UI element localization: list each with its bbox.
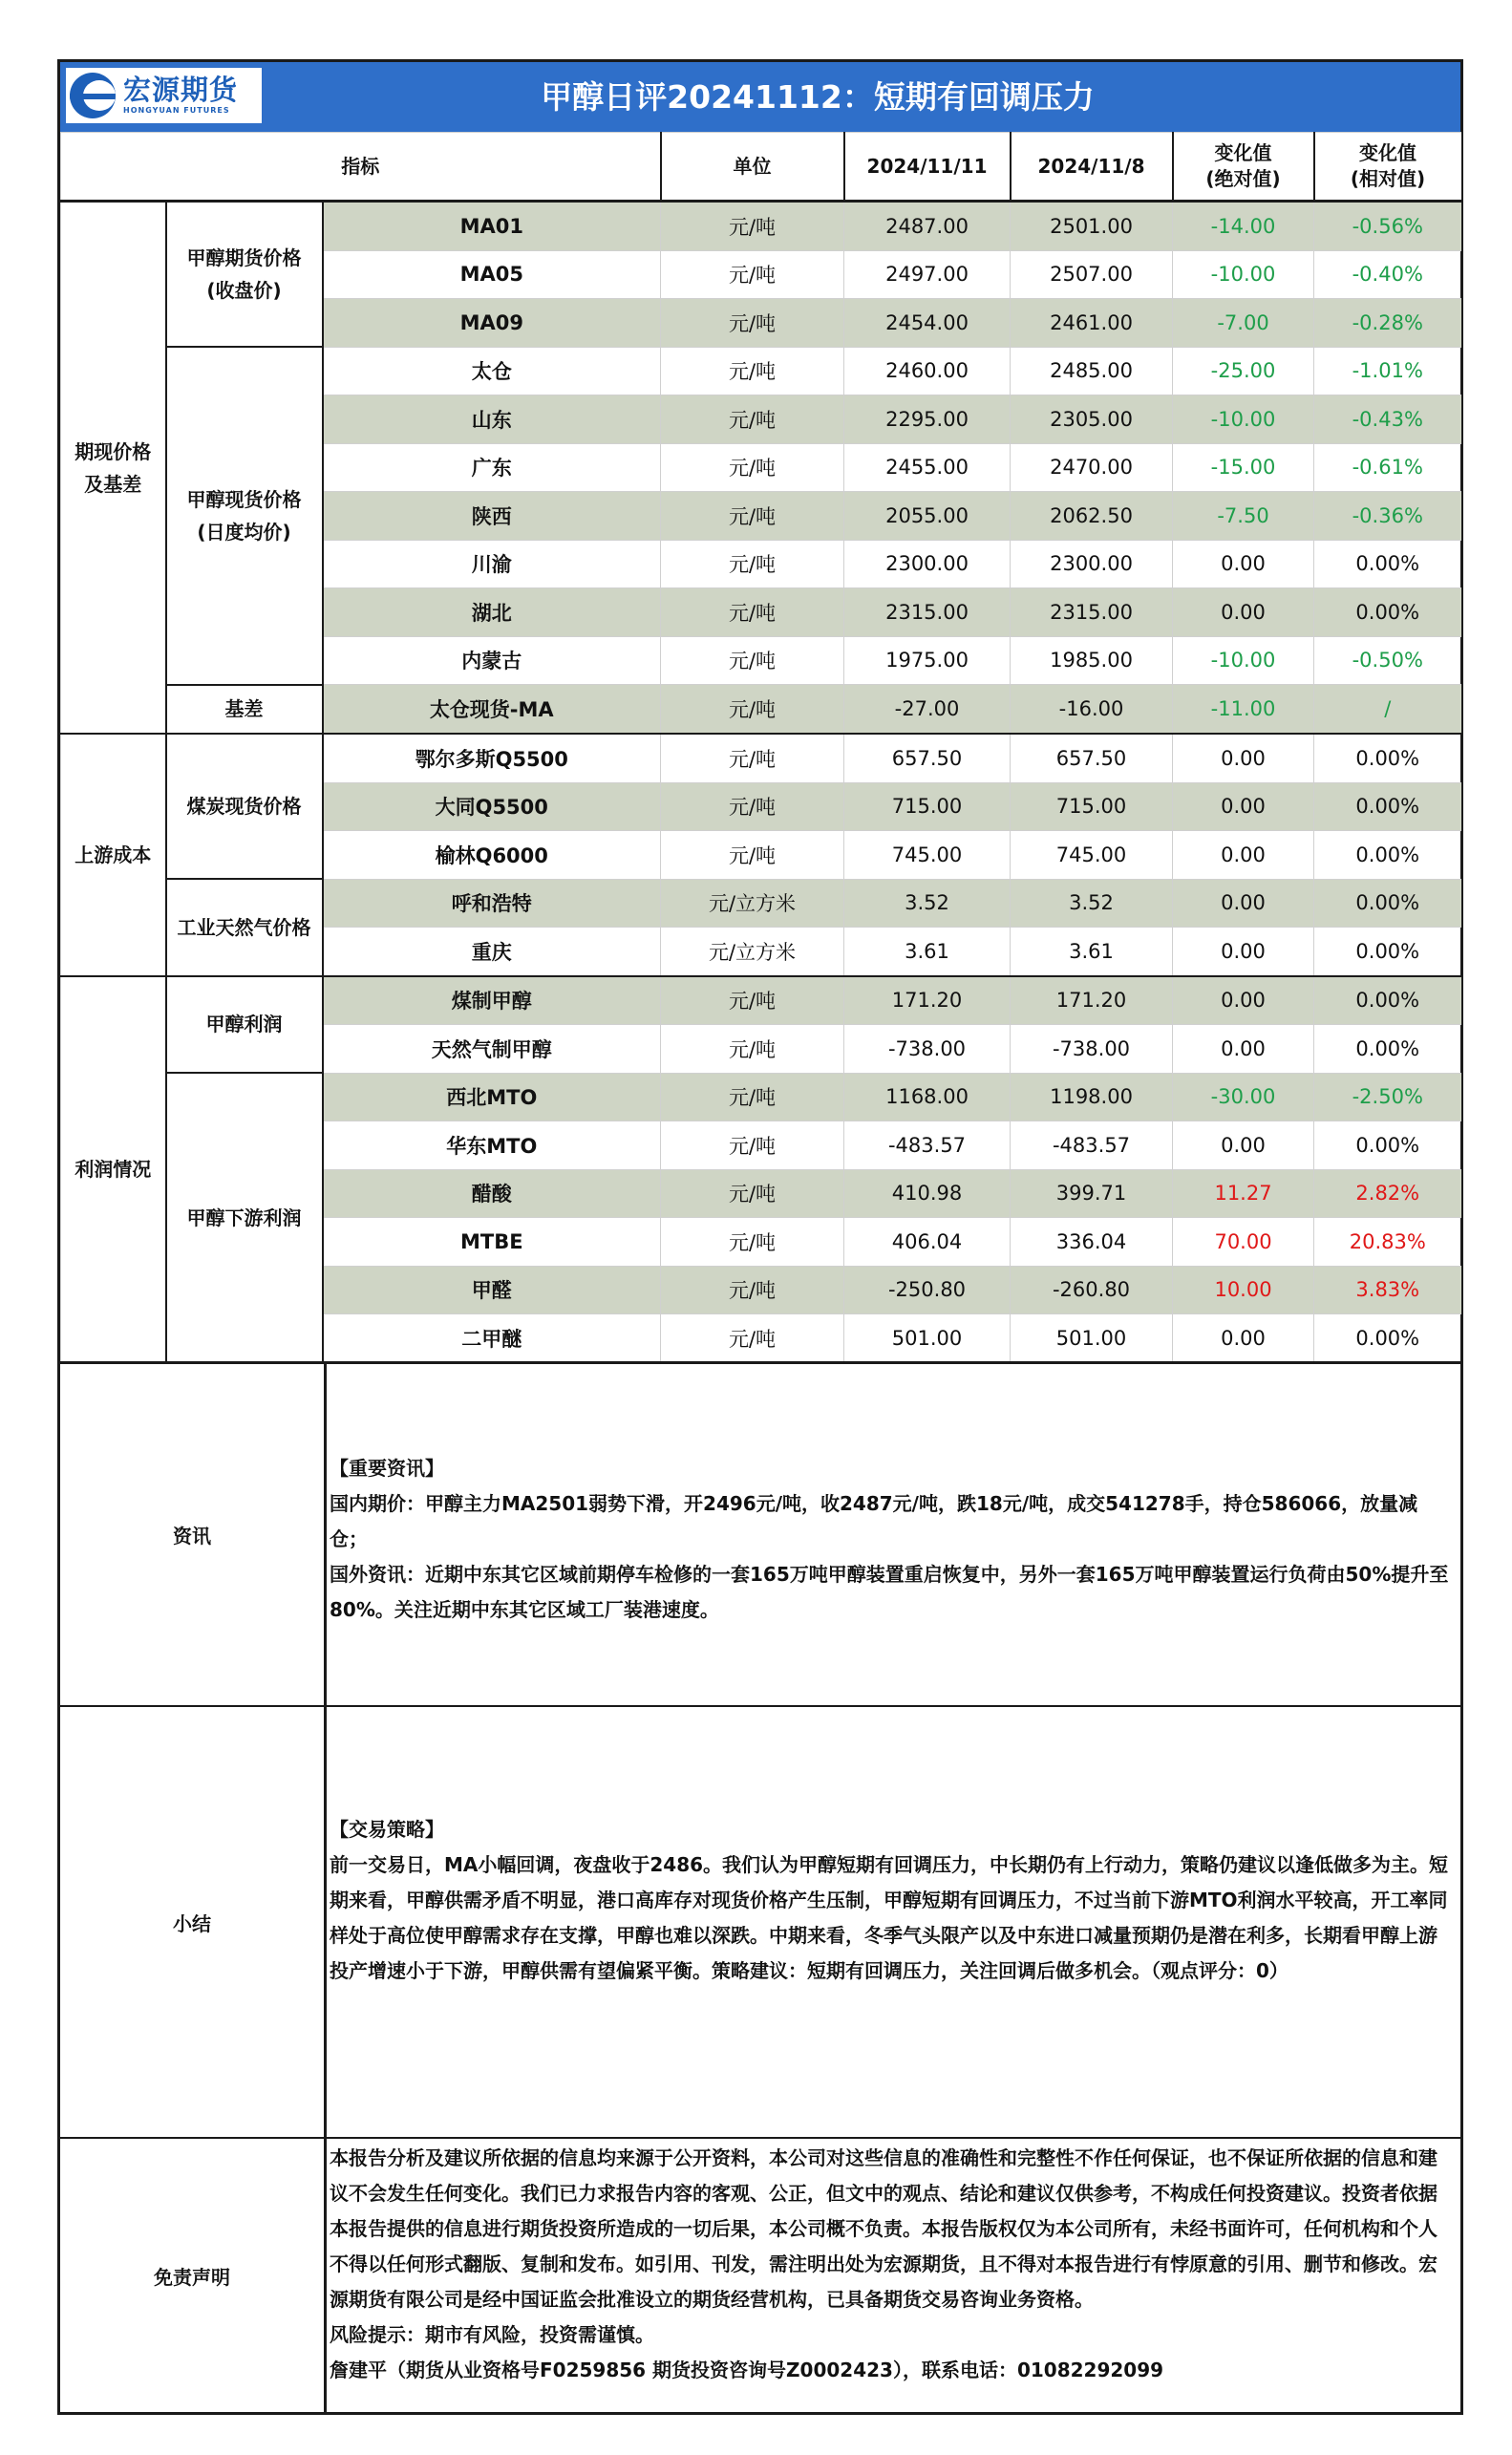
change-abs: -7.00: [1173, 299, 1314, 348]
value-date2: 1985.00: [1011, 636, 1173, 685]
value-date1: 2055.00: [844, 492, 1011, 541]
change-rel: -1.01%: [1314, 347, 1461, 395]
value-date2: 2305.00: [1011, 395, 1173, 444]
value-date2: 3.52: [1011, 879, 1173, 928]
value-date1: 657.50: [844, 734, 1011, 782]
value-date1: -250.80: [844, 1266, 1011, 1314]
unit-cell: 元/吨: [661, 685, 844, 735]
change-abs: 70.00: [1173, 1218, 1314, 1267]
unit-cell: 元/吨: [661, 636, 844, 685]
value-date2: 171.20: [1011, 976, 1173, 1025]
value-date2: 399.71: [1011, 1169, 1173, 1218]
unit-cell: 元/吨: [661, 1121, 844, 1170]
value-date2: 2062.50: [1011, 492, 1173, 541]
indicator-name: MA09: [323, 299, 661, 348]
value-date2: 2300.00: [1011, 540, 1173, 588]
indicator-name: 呼和浩特: [323, 879, 661, 928]
change-rel: 0.00%: [1314, 588, 1461, 637]
table-row: [61, 202, 1461, 251]
change-abs: 0.00: [1173, 734, 1314, 782]
unit-cell: 元/吨: [661, 347, 844, 395]
change-rel: 20.83%: [1314, 1218, 1461, 1267]
change-rel: 0.00%: [1314, 782, 1461, 831]
col-header-change-rel: 变化值 (相对值): [1314, 133, 1461, 202]
disclaimer-block: [60, 2137, 1460, 2412]
value-date2: 745.00: [1011, 831, 1173, 880]
indicator-name: 鄂尔多斯Q5500: [323, 734, 661, 782]
section-spot-basis: 期现价格 及基差: [61, 202, 166, 735]
value-date2: 336.04: [1011, 1218, 1173, 1267]
change-abs: -15.00: [1173, 443, 1314, 492]
value-date1: 745.00: [844, 831, 1011, 880]
value-date2: 657.50: [1011, 734, 1173, 782]
value-date1: -483.57: [844, 1121, 1011, 1170]
change-abs: 0.00: [1173, 879, 1314, 928]
change-abs: 0.00: [1173, 928, 1314, 976]
change-abs: 0.00: [1173, 1121, 1314, 1170]
change-rel: 0.00%: [1314, 1121, 1461, 1170]
change-abs: 0.00: [1173, 1025, 1314, 1074]
subgroup-gas: 工业天然气价格: [166, 879, 323, 976]
indicator-name: 醋酸: [323, 1169, 661, 1218]
section-profit: 利润情况: [61, 976, 166, 1363]
summary-strategy: 前一交易日，MA小幅回调，夜盘收于2486。我们认为甲醇短期有回调压力，中长期仍有上行动力，策略仍建议以逢低做多为主。短期来看，甲醇供需矛盾不明显，港口高库存对现货价格产生压制，甲醇短期有回调压力，不过当前下游MTO利润水平较高，开工率同样处于高位使甲醇需求存在支撑，甲醇也难以深跌。中期来看，冬季气头限产以及中东进口减量预期仍是潜在利多，长期看甲醇上游投产增速小于下游，甲醇供需有望偏紧平衡。策略建议：短期有回调压力，关注回调后做多机会。（观点评分：0）: [330, 1853, 1449, 1982]
value-date1: 2295.00: [844, 395, 1011, 444]
summary-heading: 【交易策略】: [330, 1818, 444, 1841]
subgroup-futures: 甲醇期货价格 (收盘价): [166, 202, 323, 348]
unit-cell: 元/吨: [661, 588, 844, 637]
unit-cell: 元/吨: [661, 202, 844, 251]
unit-cell: 元/吨: [661, 1169, 844, 1218]
unit-cell: 元/吨: [661, 250, 844, 299]
change-abs: 0.00: [1173, 831, 1314, 880]
value-date1: 2460.00: [844, 347, 1011, 395]
unit-cell: 元/吨: [661, 299, 844, 348]
indicator-name: 川渝: [323, 540, 661, 588]
col-header-date2: 2024/11/8: [1011, 133, 1173, 202]
unit-cell: 元/立方米: [661, 928, 844, 976]
change-abs: 0.00: [1173, 976, 1314, 1025]
value-date2: 2501.00: [1011, 202, 1173, 251]
unit-cell: 元/吨: [661, 1218, 844, 1267]
change-rel: -0.50%: [1314, 636, 1461, 685]
change-abs: 0.00: [1173, 782, 1314, 831]
indicator-name: 西北MTO: [323, 1073, 661, 1121]
report-sheet: [57, 59, 1463, 2415]
value-date1: 715.00: [844, 782, 1011, 831]
indicator-table: [60, 132, 1461, 1364]
value-date1: 171.20: [844, 976, 1011, 1025]
col-header-unit: 单位: [661, 133, 844, 202]
summary-body: [330, 1812, 1455, 1989]
indicator-name: 山东: [323, 395, 661, 444]
report-banner: [60, 62, 1460, 135]
change-rel: 0.00%: [1314, 928, 1461, 976]
analyst-info: 詹建平（期货从业资格号F0259856 期货投资咨询号Z0002423），联系电话：01082292099: [330, 2359, 1164, 2381]
value-date1: 3.61: [844, 928, 1011, 976]
news-block: [60, 1361, 1460, 1705]
disclaimer-text: 本报告分析及建议所依据的信息均来源于公开资料，本公司对这些信息的准确性和完整性不作任何保证，也不保证所依据的信息和建议不会发生任何变化。我们已力求报告内容的客观、公正，但文中的观点、结论和建议仅供参考，不构成任何投资建议。投资者依据本报告提供的信息进行期货投资所造成的一切后果，本公司概不负责。本报告版权仅为本公司所有，未经书面许可，任何机构和个人不得以任何形式翻版、复制和发布。如引用、刊发，需注明出处为宏源期货，且不得对本报告进行有悖原意的引用、删节和修改。宏源期货有限公司是经中国证监会批准设立的期货经营机构，已具备期货交易咨询业务资格。: [330, 2146, 1437, 2311]
change-rel: -0.28%: [1314, 299, 1461, 348]
value-date1: 2315.00: [844, 588, 1011, 637]
indicator-name: MA01: [323, 202, 661, 251]
change-rel: -0.40%: [1314, 250, 1461, 299]
value-date2: -483.57: [1011, 1121, 1173, 1170]
indicator-name: 重庆: [323, 928, 661, 976]
change-abs: 0.00: [1173, 540, 1314, 588]
value-date2: 2470.00: [1011, 443, 1173, 492]
value-date1: 1975.00: [844, 636, 1011, 685]
change-abs: 0.00: [1173, 1314, 1314, 1363]
unit-cell: 元/吨: [661, 443, 844, 492]
risk-note: 风险提示：期市有风险，投资需谨慎。: [330, 2323, 654, 2346]
value-date1: 410.98: [844, 1169, 1011, 1218]
change-rel: /: [1314, 685, 1461, 735]
unit-cell: 元/吨: [661, 734, 844, 782]
value-date1: 501.00: [844, 1314, 1011, 1363]
summary-block: [60, 1705, 1460, 2137]
value-date1: -27.00: [844, 685, 1011, 735]
table-row: [61, 976, 1461, 1025]
news-domestic: 国内期价：甲醇主力MA2501弱势下滑，开2496元/吨，收2487元/吨，跌18元/吨，成交541278手，持仓586066，放量减仓；: [330, 1492, 1418, 1550]
unit-cell: 元/吨: [661, 1025, 844, 1074]
value-date1: 2487.00: [844, 202, 1011, 251]
change-rel: 0.00%: [1314, 831, 1461, 880]
change-rel: 0.00%: [1314, 540, 1461, 588]
change-abs: -10.00: [1173, 636, 1314, 685]
subgroup-spot: 甲醇现货价格 (日度均价): [166, 347, 323, 685]
unit-cell: 元/吨: [661, 1073, 844, 1121]
value-date2: 1198.00: [1011, 1073, 1173, 1121]
col-header-change-abs: 变化值 (绝对值): [1173, 133, 1314, 202]
table-row: [61, 1073, 1461, 1121]
indicator-name: 煤制甲醇: [323, 976, 661, 1025]
change-abs: -10.00: [1173, 250, 1314, 299]
col-header-date1: 2024/11/11: [844, 133, 1011, 202]
table-row: [61, 347, 1461, 395]
unit-cell: 元/吨: [661, 782, 844, 831]
change-rel: -0.56%: [1314, 202, 1461, 251]
change-abs: -25.00: [1173, 347, 1314, 395]
change-abs: -7.50: [1173, 492, 1314, 541]
col-header-indicator: 指标: [61, 133, 661, 202]
value-date2: -16.00: [1011, 685, 1173, 735]
indicator-name: 太仓: [323, 347, 661, 395]
news-body: [330, 1451, 1455, 1628]
logo-name-cn: 宏源期货: [123, 74, 239, 106]
value-date2: -738.00: [1011, 1025, 1173, 1074]
news-label: 资讯: [60, 1363, 327, 1705]
subgroup-basis: 基差: [166, 685, 323, 735]
change-rel: 0.00%: [1314, 976, 1461, 1025]
report-title: 甲醇日评20241112：短期有回调压力: [541, 78, 1095, 116]
unit-cell: 元/吨: [661, 492, 844, 541]
table-row: [61, 734, 1461, 782]
value-date2: 3.61: [1011, 928, 1173, 976]
unit-cell: 元/立方米: [661, 879, 844, 928]
change-rel: 0.00%: [1314, 879, 1461, 928]
indicator-name: 甲醛: [323, 1266, 661, 1314]
value-date1: 2300.00: [844, 540, 1011, 588]
value-date2: -260.80: [1011, 1266, 1173, 1314]
indicator-name: 陕西: [323, 492, 661, 541]
change-rel: -2.50%: [1314, 1073, 1461, 1121]
indicator-name: 广东: [323, 443, 661, 492]
disclaimer-body: [330, 2141, 1455, 2388]
indicator-name: 大同Q5500: [323, 782, 661, 831]
unit-cell: 元/吨: [661, 976, 844, 1025]
change-rel: 0.00%: [1314, 734, 1461, 782]
value-date1: 406.04: [844, 1218, 1011, 1267]
indicator-name: 华东MTO: [323, 1121, 661, 1170]
change-abs: -10.00: [1173, 395, 1314, 444]
change-rel: -0.43%: [1314, 395, 1461, 444]
value-date2: 2507.00: [1011, 250, 1173, 299]
value-date1: 3.52: [844, 879, 1011, 928]
indicator-name: 内蒙古: [323, 636, 661, 685]
table-row: [61, 879, 1461, 928]
change-abs: 10.00: [1173, 1266, 1314, 1314]
change-rel: -0.61%: [1314, 443, 1461, 492]
indicator-name: 太仓现货-MA: [323, 685, 661, 735]
value-date2: 2485.00: [1011, 347, 1173, 395]
indicator-name: MTBE: [323, 1218, 661, 1267]
value-date1: 2454.00: [844, 299, 1011, 348]
indicator-name: 湖北: [323, 588, 661, 637]
change-abs: -11.00: [1173, 685, 1314, 735]
indicator-name: MA05: [323, 250, 661, 299]
value-date1: 2455.00: [844, 443, 1011, 492]
change-abs: 11.27: [1173, 1169, 1314, 1218]
change-abs: -30.00: [1173, 1073, 1314, 1121]
news-heading: 【重要资讯】: [330, 1457, 444, 1480]
unit-cell: 元/吨: [661, 1266, 844, 1314]
summary-label: 小结: [60, 1707, 327, 2137]
value-date2: 715.00: [1011, 782, 1173, 831]
change-rel: 2.82%: [1314, 1169, 1461, 1218]
value-date1: 2497.00: [844, 250, 1011, 299]
indicator-name: 天然气制甲醇: [323, 1025, 661, 1074]
subgroup-downstream: 甲醇下游利润: [166, 1073, 323, 1363]
unit-cell: 元/吨: [661, 540, 844, 588]
value-date1: 1168.00: [844, 1073, 1011, 1121]
change-rel: 3.83%: [1314, 1266, 1461, 1314]
change-abs: 0.00: [1173, 588, 1314, 637]
unit-cell: 元/吨: [661, 1314, 844, 1363]
change-rel: 0.00%: [1314, 1025, 1461, 1074]
news-overseas: 国外资讯：近期中东其它区域前期停车检修的一套165万吨甲醇装置重启恢复中，另外一套165万吨甲醇装置运行负荷由50%提升至80%。关注近期中东其它区域工厂装港速度。: [330, 1563, 1449, 1621]
unit-cell: 元/吨: [661, 395, 844, 444]
change-rel: -0.36%: [1314, 492, 1461, 541]
value-date2: 2315.00: [1011, 588, 1173, 637]
subgroup-coal: 煤炭现货价格: [166, 734, 323, 879]
value-date2: 501.00: [1011, 1314, 1173, 1363]
logo-name-en: HONGYUAN FUTURES: [123, 106, 230, 115]
change-abs: -14.00: [1173, 202, 1314, 251]
value-date1: -738.00: [844, 1025, 1011, 1074]
change-rel: 0.00%: [1314, 1314, 1461, 1363]
table-row: [61, 685, 1461, 735]
subgroup-profit: 甲醇利润: [166, 976, 323, 1074]
value-date2: 2461.00: [1011, 299, 1173, 348]
indicator-name: 榆林Q6000: [323, 831, 661, 880]
unit-cell: 元/吨: [661, 831, 844, 880]
indicator-name: 二甲醚: [323, 1314, 661, 1363]
disclaimer-label: 免责声明: [60, 2139, 327, 2412]
section-upstream-cost: 上游成本: [61, 734, 166, 976]
